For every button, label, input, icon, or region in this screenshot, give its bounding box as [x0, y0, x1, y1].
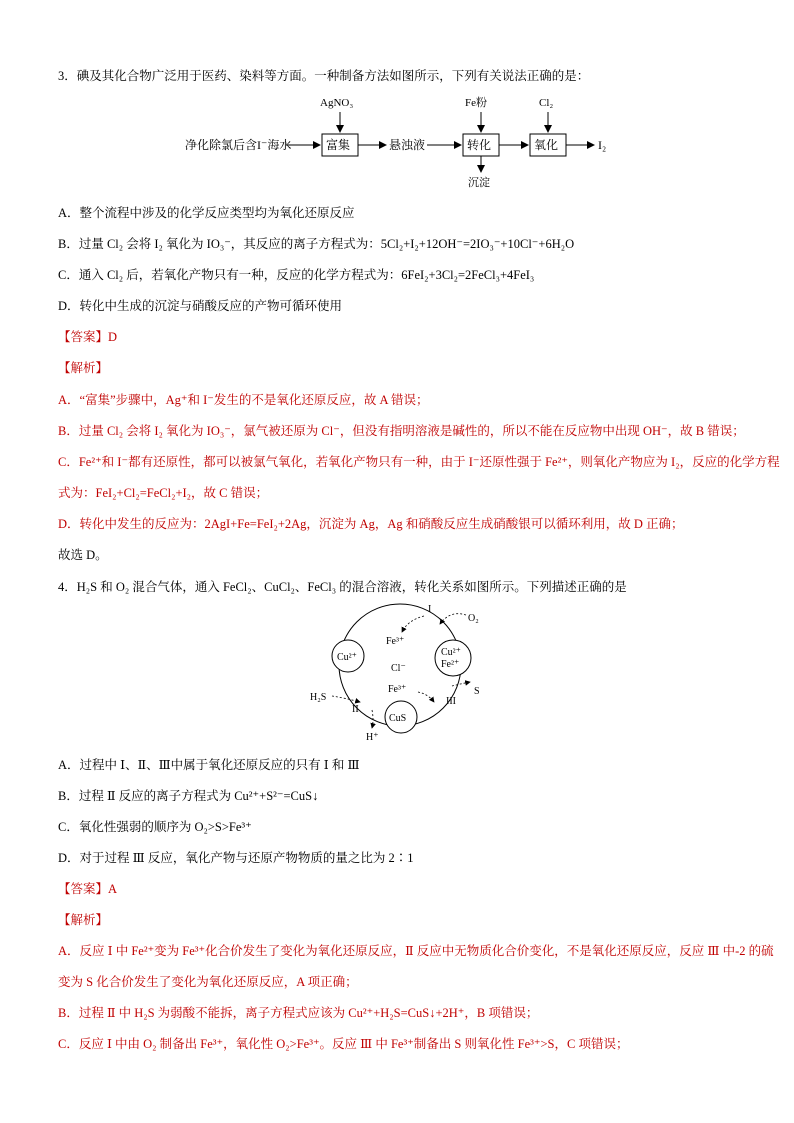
box-oxidize-label: 氧化	[534, 138, 559, 152]
flow-suspension: 悬浊液	[389, 138, 426, 152]
q3-analysis-label: 【解析】	[58, 361, 109, 375]
q3-conclusion: 故选 D。	[58, 548, 108, 562]
q4-analysis-label: 【解析】	[58, 913, 109, 927]
node-cu-fe	[435, 640, 471, 676]
q4-option-a: A．过程中 Ⅰ、Ⅱ、Ⅲ中属于氧化还原反应的只有 Ⅰ 和 Ⅲ	[58, 758, 360, 772]
reagent-agno3: AgNO₃	[320, 97, 354, 109]
q3-answer: 【答案】D	[58, 330, 118, 344]
chloride: Cl⁻	[391, 663, 406, 674]
q4-stem: 4．H₂S 和 O₂ 混合气体，通入 FeCl₂、CuCl₂、FeCl₃ 的混合溶液，转化关系如图所示。下列描述正确的是	[58, 580, 627, 594]
q4-cycle-diagram	[300, 598, 500, 748]
q3-exp-d: D．转化中发生的反应为：2AgI+Fe=FeI₂+2Ag，沉淀为 Ag，Ag 和硝酸反应生成硝酸银可以循环利用，故 D 正确；	[58, 517, 684, 531]
reagent-cl2: Cl₂	[539, 97, 554, 109]
fe3-bottom: Fe³⁺	[388, 684, 407, 695]
q4-exp-a1: A．反应 Ⅰ 中 Fe²⁺变为 Fe³⁺化合价发生了变化为氧化还原反应，Ⅱ 反应中无物质化合价变化，不是氧化还原反应，反应 Ⅲ 中-2 的硫	[58, 944, 774, 958]
sulfur: S	[474, 686, 480, 697]
q3-flow-diagram	[180, 92, 620, 192]
flow-precipitate: 沉淀	[468, 177, 490, 189]
q3-option-c: C．通入 Cl₂ 后，若氧化产物只有一种，反应的化学方程式为：6FeI₂+3Cl₂=2FeCl₃+4FeI₃	[58, 268, 535, 282]
q3-stem: 3．碘及其化合物广泛用于医药、染料等方面。一种制备方法如图所示，下列有关说法正确的是：	[58, 69, 590, 83]
q3-exp-a: A．“富集”步骤中，Ag⁺和 I⁻发生的不是氧化还原反应，故 A 错误；	[58, 393, 429, 407]
q4-exp-c: C．反应 Ⅰ 中由 O₂ 制备出 Fe³⁺，氧化性 O₂>Fe³⁺。反应 Ⅲ 中 Fe³⁺制备出 S 则氧化性 Fe³⁺>S，C 项错误；	[58, 1037, 629, 1051]
node-cus-label: CuS	[389, 713, 407, 724]
label-II: II	[352, 704, 359, 715]
q4-option-b: B．过程 Ⅱ 反应的离子方程式为 Cu²⁺+S²⁻=CuS↓	[58, 789, 319, 803]
q3-exp-c2: 式为：FeI₂+Cl₂=FeCl₂+I₂，故 C 错误；	[58, 486, 269, 500]
proton: H⁺	[366, 732, 379, 743]
q3-option-a: A．整个流程中涉及的化学反应类型均为氧化还原反应	[58, 206, 355, 220]
q3-option-d: D．转化中生成的沉淀与硝酸反应的产物可循环使用	[58, 299, 343, 313]
q4-exp-b: B．过程 Ⅱ 中 H₂S 为弱酸不能拆，离子方程式应该为 Cu²⁺+H₂S=CuS↓+2H⁺，B 项错误；	[58, 1006, 539, 1020]
q4-answer: 【答案】A	[58, 882, 118, 896]
node-cu-fe-label2: Fe²⁺	[441, 659, 460, 670]
oxygen: O₂	[468, 613, 479, 624]
q4-option-d: D．对于过程 Ⅲ 反应，氧化产物与还原产物物质的量之比为 2∶1	[58, 851, 414, 865]
q4-exp-a2: 变为 S 化合价发生了变化为氧化还原反应，A 项正确；	[58, 975, 358, 989]
box-enrich-label: 富集	[326, 138, 351, 152]
box-convert-label: 转化	[467, 138, 492, 152]
q3-option-b: B．过量 Cl₂ 会将 I₂ 氧化为 IO₃⁻，其反应的离子方程式为：5Cl₂+I₂+12OH⁻=2IO₃⁻+10Cl⁻+6H₂O	[58, 237, 575, 251]
label-III: III	[446, 696, 456, 707]
q4-option-c: C．氧化性强弱的顺序为 O₂>S>Fe³⁺	[58, 820, 252, 834]
reagent-fe: Fe粉	[465, 97, 487, 109]
q3-exp-b: B．过量 Cl₂ 会将 I₂ 氧化为 IO₃⁻，氯气被还原为 Cl⁻，但没有指明溶液是碱性的，所以不能在反应物中出现 OH⁻，故 B 错误；	[58, 424, 745, 438]
node-cu-fe-label1: Cu²⁺	[441, 647, 461, 658]
flow-product: I₂	[598, 138, 607, 152]
node-cu-label: Cu²⁺	[337, 652, 357, 663]
fe3-top: Fe³⁺	[386, 636, 405, 647]
label-I: I	[428, 604, 432, 615]
q3-exp-c1: C．Fe²⁺和 I⁻都有还原性，都可以被氯气氧化，若氧化产物只有一种，由于 I⁻还原性强于 Fe²⁺，则氧化产物应为 I₂，反应的化学方程	[58, 455, 780, 469]
flow-source: 净化除氯后含I⁻海水	[185, 138, 292, 152]
hydrogen-sulfide: H₂S	[310, 692, 327, 703]
